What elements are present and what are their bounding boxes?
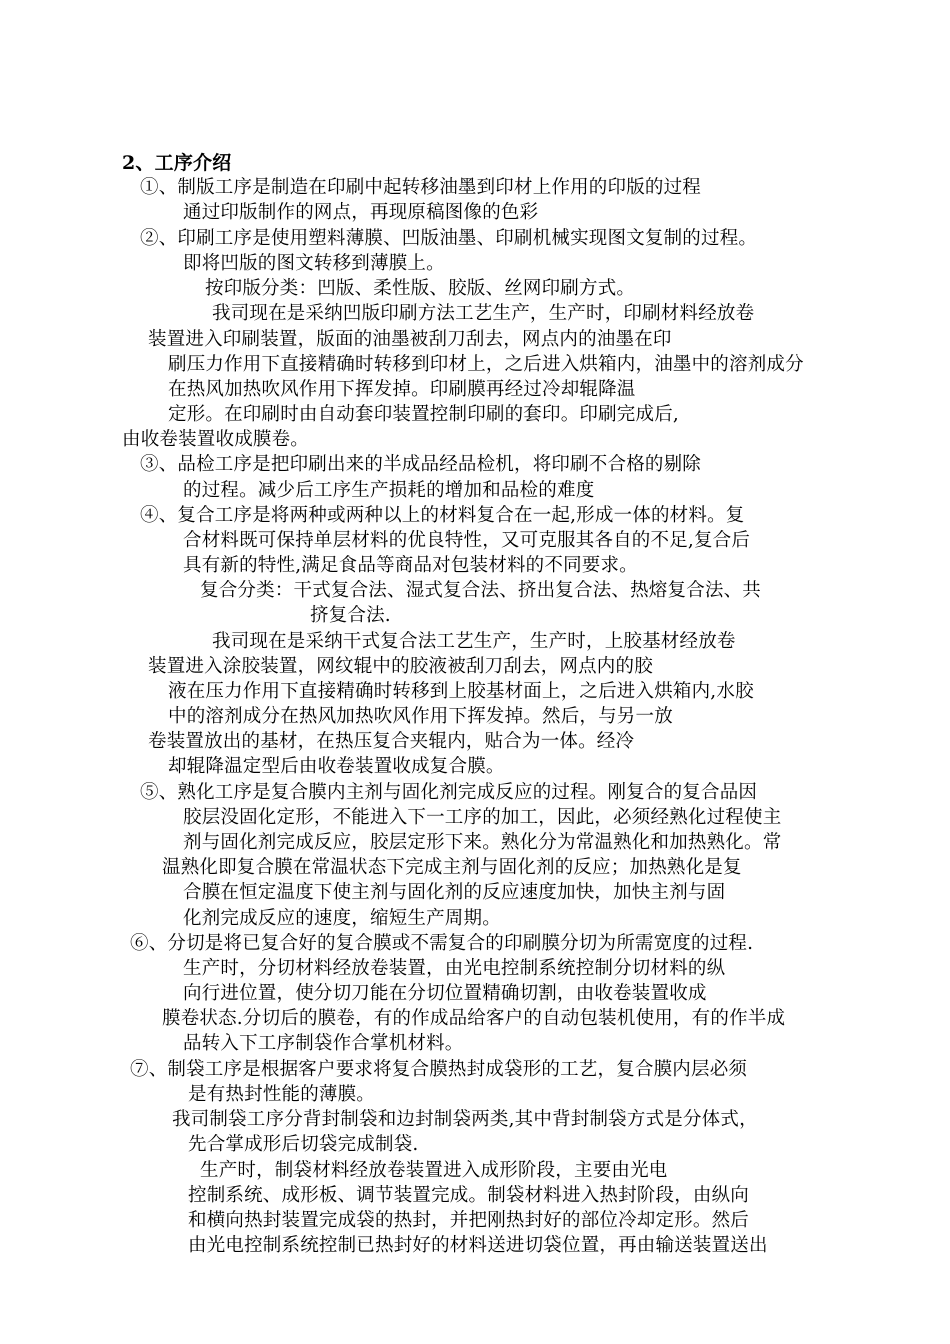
paragraph-line: 先合掌成形后切袋完成制袋.: [188, 1134, 419, 1155]
paragraph-line: 按印版分类：凹版、柔性版、胶版、丝网印刷方式。: [205, 278, 636, 299]
paragraph-line: 合材料既可保持单层材料的优良特性，又可克服其各自的不足,复合后: [183, 530, 751, 551]
paragraph-line: 胶层没固化定形，不能进入下一工序的加工，因此，必须经熟化过程使主: [183, 807, 782, 828]
paragraph-line: 却辊降温定型后由收卷装置收成复合膜。: [168, 756, 505, 777]
paragraph-line: 合膜在恒定温度下使主剂与固化剂的反应速度加快，加快主剂与固: [183, 882, 726, 903]
paragraph-line: 刷压力作用下直接精确时转移到印材上，之后进入烘箱内，油墨中的溶剂成分: [168, 354, 804, 375]
paragraph-line: 卷装置放出的基材，在热压复合夹辊内，贴合为一体。经冷: [148, 731, 635, 752]
paragraph-line: 装置进入涂胶装置，网纹辊中的胶液被刮刀刮去，网点内的胶: [148, 656, 653, 677]
paragraph-line: 具有新的特性,满足食品等商品对包装材料的不同要求。: [183, 555, 638, 576]
paragraph-line: 我司制袋工序分背封制袋和边封制袋两类,其中背封制袋方式是分体式，: [172, 1109, 758, 1130]
paragraph-line: ⑤、熟化工序是复合膜内主剂与固化剂完成反应的过程。刚复合的复合品因: [140, 782, 758, 803]
paragraph-line: 控制系统、成形板、调节装置完成。制袋材料进入热封阶段，由纵向: [188, 1185, 750, 1206]
paragraph-line: 定形。在印刷时由自动套印装置控制印刷的套印。印刷完成后,: [168, 404, 679, 425]
paragraph-line: 由收卷装置收成膜卷。: [122, 429, 310, 450]
paragraph-line: 在热风加热吹风作用下挥发掉。印刷膜再经过冷却辊降温: [168, 379, 636, 400]
paragraph-line: ④、复合工序是将两种或两种以上的材料复合在一起,形成一体的材料。复: [140, 505, 745, 526]
paragraph-line: 和横向热封装置完成袋的热封，并把刚热封好的部位冷却定形。然后: [188, 1210, 750, 1231]
paragraph-line: ⑥、分切是将已复合好的复合膜或不需复合的印刷膜分切为所需宽度的过程.: [130, 933, 754, 954]
paragraph-line: 中的溶剂成分在热风加热吹风作用下挥发掉。然后，与另一放: [168, 706, 673, 727]
paragraph-line: ⑦、制袋工序是根据客户要求将复合膜热封成袋形的工艺，复合膜内层必须: [130, 1059, 748, 1080]
paragraph-line: 向行进位置，使分切刀能在分切位置精确切割，由收卷装置收成: [183, 983, 707, 1004]
paragraph-line: 挤复合法.: [310, 605, 391, 626]
paragraph-line: ②、印刷工序是使用塑料薄膜、凹版油墨、印刷机械实现图文复制的过程。: [140, 228, 758, 249]
paragraph-line: 生产时，制袋材料经放卷装置进入成形阶段，主要由光电: [200, 1160, 668, 1181]
paragraph-line: 复合分类：干式复合法、湿式复合法、挤出复合法、热熔复合法、共: [200, 580, 762, 601]
paragraph-line: ①、制版工序是制造在印刷中起转移油墨到印材上作用的印版的过程: [140, 177, 702, 198]
paragraph-line: 我司现在是采纳干式复合法工艺生产，生产时，上胶基材经放卷: [212, 631, 736, 652]
paragraph-line: 即将凹版的图文转移到薄膜上。: [183, 253, 445, 274]
paragraph-line: 剂与固化剂完成反应，胶层定形下来。熟化分为常温熟化和加热熟化。常: [183, 832, 782, 853]
paragraph-line: 由光电控制系统控制已热封好的材料送进切袋位置，再由输送装置送出: [188, 1235, 768, 1256]
paragraph-line: 装置进入印刷装置，版面的油墨被刮刀刮去，网点内的油墨在印: [148, 329, 672, 350]
paragraph-line: 我司现在是采纳凹版印刷方法工艺生产，生产时，印刷材料经放卷: [212, 303, 755, 324]
paragraph-line: 通过印版制作的网点，再现原稿图像的色彩: [183, 202, 539, 223]
paragraph-line: ③、品检工序是把印刷出来的半成品经品检机，将印刷不合格的剔除: [140, 454, 702, 475]
paragraph-line: 膜卷状态.分切后的膜卷，有的作成品给客户的自动包装机使用，有的作半成: [162, 1008, 786, 1029]
section-heading: 2、工序介绍: [122, 152, 232, 174]
paragraph-line: 是有热封性能的薄膜。: [188, 1084, 376, 1105]
paragraph-line: 液在压力作用下直接精确时转移到上胶基材面上，之后进入烘箱内,水胶: [168, 681, 754, 702]
paragraph-line: 品转入下工序制袋作合掌机材料。: [183, 1033, 464, 1054]
paragraph-line: 化剂完成反应的速度，缩短生产周期。: [183, 908, 501, 929]
paragraph-line: 的过程。减少后工序生产损耗的增加和品检的难度: [183, 480, 595, 501]
paragraph-line: 生产时，分切材料经放卷装置，由光电控制系统控制分切材料的纵: [183, 958, 726, 979]
paragraph-line: 温熟化即复合膜在常温状态下完成主剂与固化剂的反应；加热熟化是复: [162, 857, 742, 878]
